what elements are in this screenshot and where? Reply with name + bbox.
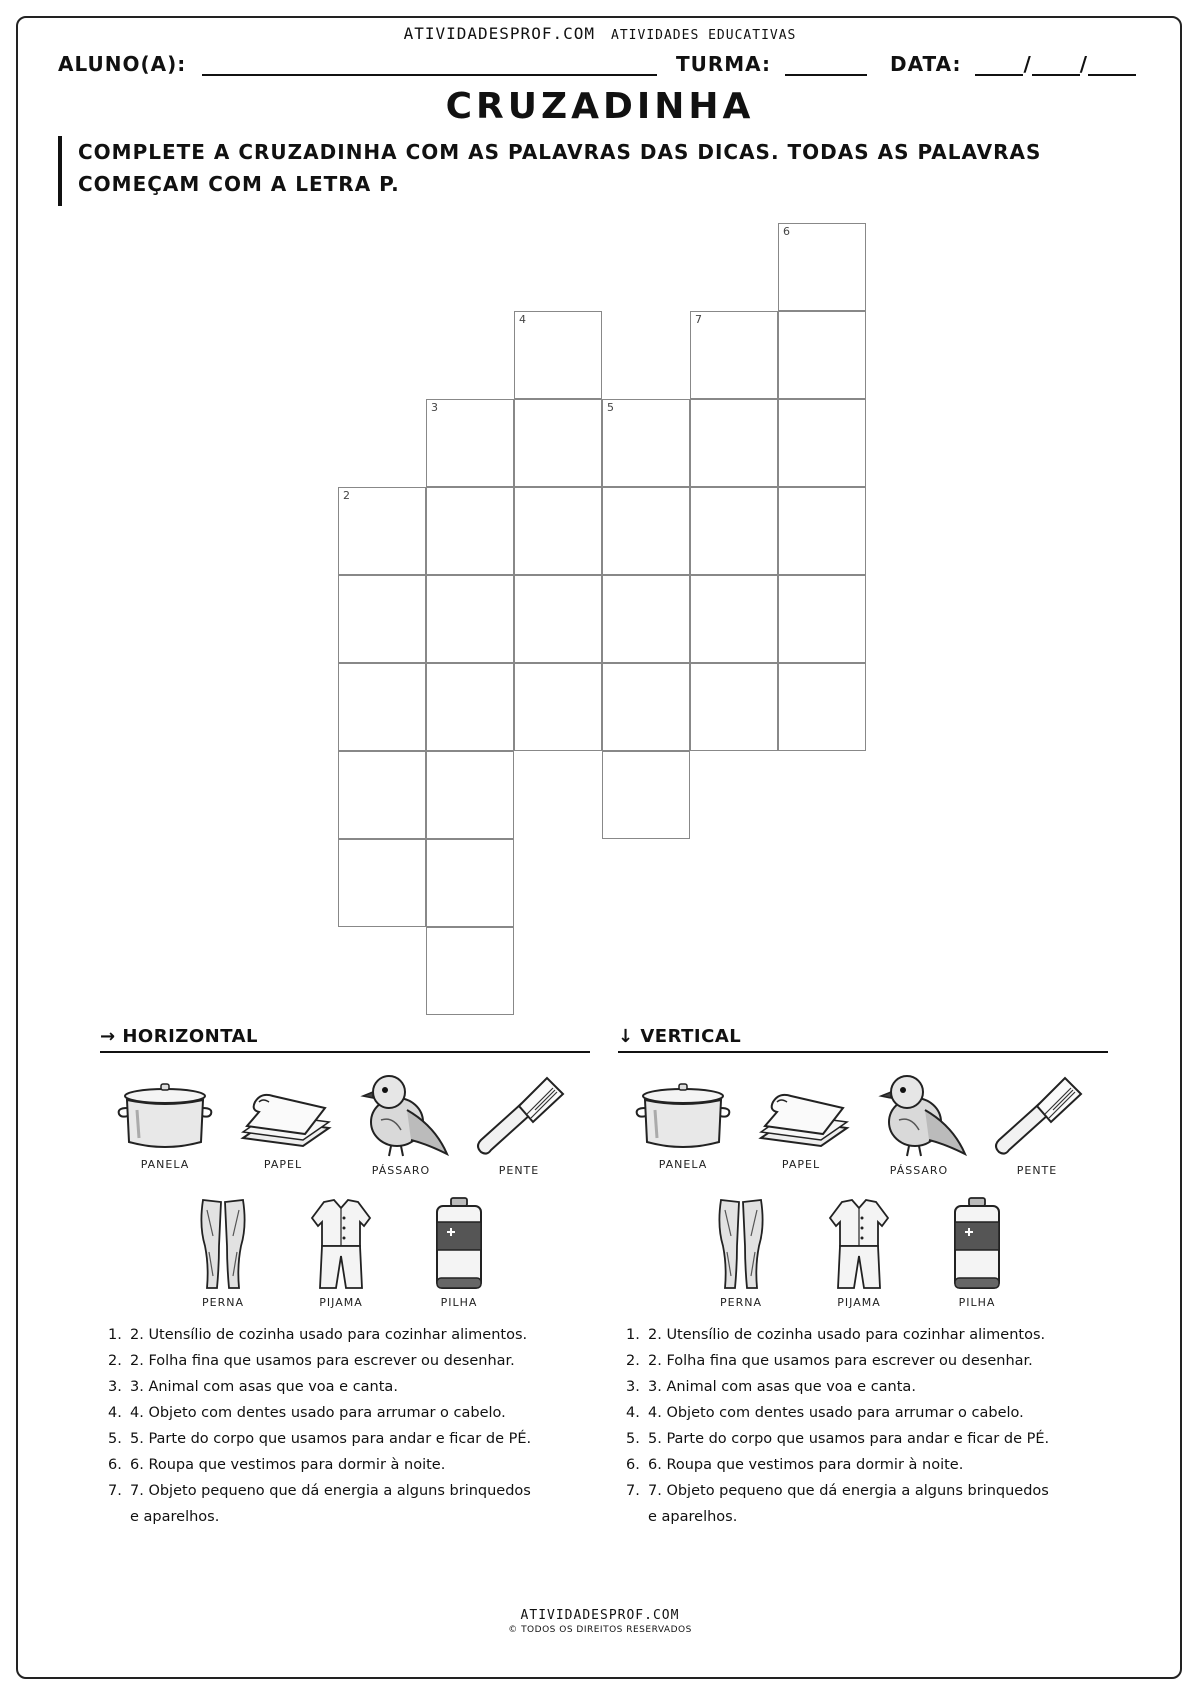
crossword-cell[interactable] — [426, 663, 514, 751]
date-label: DATA: — [890, 52, 962, 76]
clue-text: 2. Folha fina que usamos para escrever ou desenhar. — [648, 1353, 1033, 1369]
crossword-cell[interactable] — [602, 487, 690, 575]
class-label: TURMA: — [676, 52, 772, 76]
footer — [0, 1608, 1200, 1635]
picture-pente — [982, 1070, 1092, 1177]
clue-text: 2. Folha fina que usamos para escrever ou desenhar. — [130, 1353, 515, 1369]
picture-caption: PÁSSARO — [889, 1164, 949, 1177]
picture-caption: PENTE — [1016, 1164, 1058, 1177]
crossword-cell[interactable] — [338, 839, 426, 927]
picture-papel — [746, 1078, 856, 1171]
clue-index: 6. — [626, 1457, 640, 1473]
crossword-cell[interactable] — [778, 575, 866, 663]
clue-text: 4. Objeto com dentes usado para arrumar o cabelo. — [648, 1405, 1024, 1421]
clue-item — [626, 1322, 1058, 1348]
crossword-cell[interactable] — [690, 575, 778, 663]
site-subtitle: ATIVIDADES EDUCATIVAS — [611, 28, 797, 43]
cell-number: 3 — [431, 401, 438, 414]
picture-caption: PENTE — [498, 1164, 540, 1177]
cell-number: 5 — [607, 401, 614, 414]
class-line[interactable] — [785, 54, 867, 76]
crossword-cell[interactable] — [602, 399, 690, 487]
crossword-cell[interactable] — [690, 311, 778, 399]
footer-site: ATIVIDADESPROF.COM — [520, 1608, 680, 1623]
panela-icon — [628, 1078, 738, 1154]
clue-index: 1. — [626, 1327, 640, 1343]
crossword-cell[interactable] — [338, 575, 426, 663]
papel-icon — [228, 1078, 338, 1154]
picture-caption: PIJAMA — [319, 1296, 363, 1309]
clue-text: 3. Animal com asas que voa e canta. — [130, 1379, 398, 1395]
crossword-cell[interactable] — [690, 663, 778, 751]
clue-item — [626, 1426, 1058, 1452]
vertical-heading: ↓ VERTICAL — [618, 1026, 1108, 1053]
class-field — [676, 52, 867, 76]
instructions: COMPLETE A CRUZADINHA COM AS PALAVRAS DAS DICAS. TODAS AS PALAVRAS COMEÇAM COM A LETRA P. — [58, 136, 1098, 206]
perna-icon — [686, 1196, 796, 1292]
clue-index: 4. — [626, 1405, 640, 1421]
crossword-cell[interactable] — [338, 487, 426, 575]
crossword-cell[interactable] — [778, 487, 866, 575]
picture-pijama — [286, 1196, 396, 1309]
picture-caption: PERNA — [202, 1296, 244, 1309]
date-day-line[interactable] — [975, 54, 1023, 76]
crossword-cell[interactable] — [778, 399, 866, 487]
cell-number: 4 — [519, 313, 526, 326]
clue-text: 7. Objeto pequeno que dá energia a alguns brinquedos e aparelhos. — [648, 1483, 1049, 1525]
crossword-cell[interactable] — [778, 223, 866, 311]
crossword-cell[interactable] — [514, 575, 602, 663]
picture-papel — [228, 1078, 338, 1171]
student-name-line[interactable] — [202, 54, 657, 76]
picture-perna — [168, 1196, 278, 1309]
picture-caption: PAPEL — [781, 1158, 821, 1171]
crossword-cell[interactable] — [514, 399, 602, 487]
horizontal-heading: → HORIZONTAL — [100, 1026, 590, 1053]
page-title: CRUZADINHA — [445, 86, 755, 127]
crossword-cell[interactable] — [778, 311, 866, 399]
clue-text: 7. Objeto pequeno que dá energia a alguns brinquedos e aparelhos. — [130, 1483, 531, 1525]
date-month-line[interactable] — [1032, 54, 1080, 76]
clue-item — [108, 1452, 540, 1478]
clue-item — [626, 1348, 1058, 1374]
picture-passaro — [346, 1070, 456, 1177]
clue-index: 4. — [108, 1405, 122, 1421]
crossword-cell[interactable] — [514, 487, 602, 575]
crossword-cell[interactable] — [514, 311, 602, 399]
clue-index: 6. — [108, 1457, 122, 1473]
pente-icon — [982, 1070, 1092, 1160]
cell-number: 6 — [783, 225, 790, 238]
clue-text: 6. Roupa que vestimos para dormir à noite. — [130, 1457, 446, 1473]
clue-item — [108, 1348, 540, 1374]
student-label: ALUNO(A): — [58, 52, 187, 76]
clue-item — [626, 1400, 1058, 1426]
picture-passaro — [864, 1070, 974, 1177]
picture-caption: PANELA — [140, 1158, 190, 1171]
crossword-cell[interactable] — [426, 487, 514, 575]
clue-index: 3. — [626, 1379, 640, 1395]
passaro-icon — [864, 1070, 974, 1160]
clue-index: 3. — [108, 1379, 122, 1395]
pente-icon — [464, 1070, 574, 1160]
clue-text: 5. Parte do corpo que usamos para andar e ficar de PÉ. — [130, 1431, 532, 1447]
clue-text: 3. Animal com asas que voa e canta. — [648, 1379, 916, 1395]
picture-pilha — [922, 1196, 1032, 1309]
pijama-icon — [286, 1196, 396, 1292]
clue-index: 7. — [626, 1483, 640, 1499]
picture-caption: PANELA — [658, 1158, 708, 1171]
site-name: ATIVIDADESPROF.COM — [403, 24, 595, 43]
clue-index: 5. — [108, 1431, 122, 1447]
crossword-cell[interactable] — [602, 751, 690, 839]
clue-index: 5. — [626, 1431, 640, 1447]
clue-text: 4. Objeto com dentes usado para arrumar o cabelo. — [130, 1405, 506, 1421]
clue-index: 1. — [108, 1327, 122, 1343]
crossword-cell[interactable] — [690, 487, 778, 575]
cell-number: 7 — [695, 313, 702, 326]
horizontal-clues — [100, 1322, 540, 1530]
crossword-cell[interactable] — [426, 927, 514, 1015]
crossword-cell[interactable] — [602, 663, 690, 751]
site-header — [0, 24, 1200, 43]
picture-caption: PIJAMA — [837, 1296, 881, 1309]
clue-item — [626, 1374, 1058, 1400]
footer-rights: © TODOS OS DIREITOS RESERVADOS — [508, 1625, 692, 1635]
crossword-cell[interactable] — [426, 575, 514, 663]
crossword-cell[interactable] — [338, 663, 426, 751]
clue-item — [108, 1322, 540, 1348]
clue-text: 2. Utensílio de cozinha usado para cozinhar alimentos. — [130, 1327, 528, 1343]
perna-icon — [168, 1196, 278, 1292]
papel-icon — [746, 1078, 856, 1154]
clue-index: 2. — [108, 1353, 122, 1369]
crossword-cell[interactable] — [690, 399, 778, 487]
date-field: DATA: / / — [890, 52, 1136, 76]
cell-number: 2 — [343, 489, 350, 502]
picture-panela — [628, 1078, 738, 1171]
crossword-cell[interactable] — [426, 839, 514, 927]
date-year-line[interactable] — [1088, 54, 1136, 76]
crossword-cell[interactable] — [778, 663, 866, 751]
clue-text: 6. Roupa que vestimos para dormir à noite. — [648, 1457, 964, 1473]
student-field — [58, 52, 657, 76]
clue-item — [626, 1478, 1058, 1530]
panela-icon — [110, 1078, 220, 1154]
picture-pijama — [804, 1196, 914, 1309]
picture-caption: PILHA — [958, 1296, 996, 1309]
picture-caption: PERNA — [720, 1296, 762, 1309]
crossword-cell[interactable] — [426, 399, 514, 487]
picture-caption: PÁSSARO — [371, 1164, 431, 1177]
passaro-icon — [346, 1070, 456, 1160]
picture-pilha — [404, 1196, 514, 1309]
picture-perna — [686, 1196, 796, 1309]
clue-item — [626, 1452, 1058, 1478]
pilha-icon — [404, 1196, 514, 1292]
crossword-cell[interactable] — [514, 663, 602, 751]
picture-panela — [110, 1078, 220, 1171]
vertical-clues — [618, 1322, 1058, 1530]
clue-item — [108, 1478, 540, 1530]
clue-index: 7. — [108, 1483, 122, 1499]
pilha-icon — [922, 1196, 1032, 1292]
pijama-icon — [804, 1196, 914, 1292]
clue-text: 5. Parte do corpo que usamos para andar e ficar de PÉ. — [648, 1431, 1050, 1447]
clue-index: 2. — [626, 1353, 640, 1369]
picture-pente — [464, 1070, 574, 1177]
clue-item — [108, 1426, 540, 1452]
crossword-cell[interactable] — [602, 575, 690, 663]
clue-text: 2. Utensílio de cozinha usado para cozinhar alimentos. — [648, 1327, 1046, 1343]
crossword-cell[interactable] — [338, 751, 426, 839]
picture-caption: PAPEL — [263, 1158, 303, 1171]
clue-item — [108, 1374, 540, 1400]
picture-caption: PILHA — [440, 1296, 478, 1309]
clue-item — [108, 1400, 540, 1426]
crossword-cell[interactable] — [426, 751, 514, 839]
